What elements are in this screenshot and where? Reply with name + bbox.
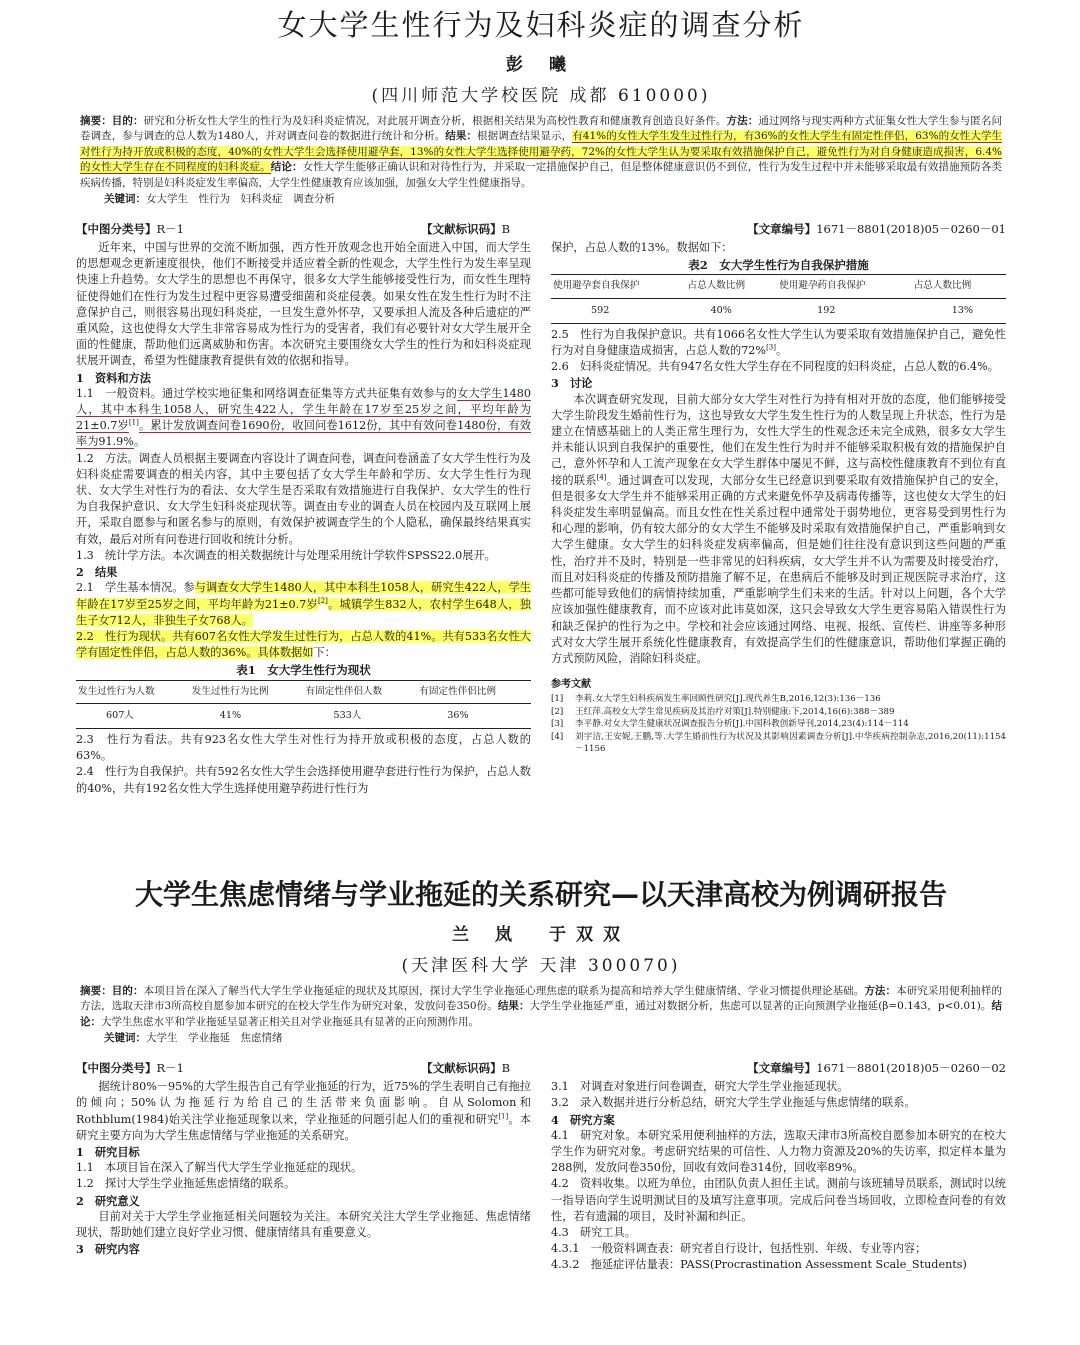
document-code: 【文献标识码】B bbox=[421, 222, 511, 237]
reference-item: [1] 李莉.女大学生妇科疾病发生率回顾性研究[J].现代养生B,2016,12(3):136－136 bbox=[551, 694, 881, 705]
table-cell: 41% bbox=[219, 709, 242, 721]
section-1-2: 1.2 探讨大学生学业拖延焦虑情绪的联系。 bbox=[76, 1177, 296, 1191]
article-1 bbox=[76, 6, 1006, 852]
article-2-title: 大学生焦虑情绪与学业拖延的关系研究—以天津高校为例调研报告 bbox=[134, 878, 947, 911]
article-2-meta bbox=[76, 1060, 1006, 1076]
article-2-left-column bbox=[76, 1079, 531, 1273]
section-heading: 4 研究方案 bbox=[551, 1112, 615, 1127]
table-1 bbox=[76, 680, 531, 729]
conclusion-label: 结论： bbox=[270, 161, 303, 174]
classification-number: 【中图分类号】R－1 bbox=[76, 1061, 184, 1076]
table-cell: 533人 bbox=[333, 709, 362, 721]
article-2-author: 兰 岚 于双双 bbox=[452, 925, 630, 945]
underlined-questionnaire-info: 。累计发放调查问卷1690份，收回问卷1612份，其中有效问卷1480份，有效率为91.9% bbox=[76, 419, 531, 449]
article-number: 【文章编号】1671－8801(2018)05－0260－01 bbox=[747, 222, 1006, 237]
section-heading: 2 研究意义 bbox=[76, 1193, 140, 1208]
section-heading: 1 资料和方法 bbox=[76, 370, 151, 385]
table-2 bbox=[551, 274, 1006, 323]
table-cell: 607人 bbox=[106, 709, 134, 721]
document-code: 【文献标识码】B bbox=[421, 1061, 511, 1076]
section-heading: 1 研究目标 bbox=[76, 1145, 140, 1160]
keywords-text: 女大学生 性行为 妇科炎症 调查分析 bbox=[146, 193, 335, 206]
keywords-label: 关键词： bbox=[104, 193, 146, 206]
result-label: 结果： bbox=[445, 130, 478, 143]
section-2-4-continued: 保护，占总人数的13%。数据如下： bbox=[551, 241, 733, 255]
section-heading: 3 研究内容 bbox=[76, 1242, 140, 1257]
section-2-4: 2.4 性行为自我保护。共有592名女性大学生会选择使用避孕套进行性行为保护，占总人数的40%，共有192名女性大学生选择使用避孕药进行性行为 bbox=[76, 765, 531, 795]
table-cell: 13% bbox=[951, 304, 974, 316]
section-2-1: 2.1 学生基本情况。参与调查女大学生1480人，其中本科生1058人，研究生422人，学生年龄在17岁至25岁之间，平均年龄为21±0.7岁[2]。城镇学生832人，农村学生648人，独生子女712人，非独生子女768人。 bbox=[76, 581, 531, 627]
section-4-3: 4.3 研究工具。 bbox=[551, 1226, 636, 1240]
reference-item: [3] 李平静.对女大学生健康状况调查报告分析[J].中国科教创新导刊,2014,23(4):114－114 bbox=[551, 719, 909, 730]
section-4-2: 4.2 资料收集。以班为单位，由团队负责人担任主试。测前与该班辅导员联系，测试时以统一指导语向学生说明测试目的及填写注意事项。完成后问卷当场回收，立即检查问卷的有效性，若有遗漏的项目，及时补漏和纠正。 bbox=[551, 1177, 1006, 1223]
article-1-keywords bbox=[76, 192, 1006, 207]
article-1-author: 彭 曦 bbox=[506, 55, 576, 75]
abstract-method: 本研究采用便利抽样的方法，选取天津市3所高校自愿参加本研究的在校大学生作为研究对象，发放问卷350份。 bbox=[80, 985, 1002, 1013]
discussion-paragraph: 本次调查研究发现，目前大部分女大学生对性行为持有相对开放的态度，他们能够接受大学生阶段发生婚前性行为，这也导致女大学生发生性行为的人数呈现上升状态，性行为是建立在情感基础上的人类正常生理行为，女性大学生的性观念还未完全成熟，很多女大学生并未能认识到自我保护的重要性，他们在发生性行为时并不能够采取积极有效的措施保护自己，意外怀孕和人工流产现象在女大学生群体中屡见不鲜，这与高校性健康教育不到位有直接的联系[4]。通过调查可以发现，大部分女生已经意识到要采取有效措施保护自己的安全，但是很多女大学生并不能够采用正确的方式来避免怀孕及病毒传播等，这也使女大学生的妇科炎症发生率明显偏高。而且女性在性关系过程中通常处于弱势地位，更容易受到男性行为和心理的影响，仍有较大部分的女大学生不能够及时采取有效措施保护自己，严重影响到女大学生健康。女大学生的妇科炎症发病率偏高，但是她们往往没有意识到这些问题的严重性，治疗并不及时，特别是一些非常见的妇科疾病，女大学生并不认为需要及时接受治疗，而且对妇科炎症的传播及预防措施了解不足，在患病后不能够及时到正规医院寻求治疗，这些都可能导致他们的病情持续加重，严重影响学生们未来的生活。针对以上问题，各个大学应该加强性健康教育，而不应该对此讳莫如深，这只会导致女大学生更容易陷入错误性行为和缺乏保护的性行为之中。学校和社会应该通过网络、电视、报纸、宣传栏、讲座等多种形式对女大学生展开系统化性健康教育，有效提高学生们的性健康意识，帮助他们掌握正确的方式预防风险，消除妇科炎症。 bbox=[551, 392, 1006, 665]
article-1-abstract bbox=[76, 114, 1006, 191]
article-1-meta bbox=[76, 221, 1006, 237]
section-2-2: 2.2 性行为现状。共有607名女性大学发生过性行为，占总人数的41%。共有533名女性大学有固定性伴侣，占总人数的36%。具体数据如下： bbox=[76, 629, 531, 660]
intro-paragraph: 据统计80%－95%的大学生报告自己有学业拖延的行为，近75%的学生表明自己有拖拉的倾向；50%认为拖延行为给自己的生活带来负面影响。自从Solomon和Rothblum(1984)始关注学业拖延现象以来，学业拖延的问题引起人们的重视和研究[1]。本研究主要方向为大学生焦虑情绪与学业拖延的关系研究。 bbox=[76, 1080, 531, 1142]
article-1-affiliation: (四川师范大学校医院 成都 610000) bbox=[371, 86, 711, 106]
section-2-5: 2.5 性行为自我保护意识。共有1066名女性大学生认为要采取有效措施保护自己，避免性行为对自身健康造成损害，占总人数的72%[3]。 bbox=[551, 327, 1006, 358]
section-3-1: 3.1 对调查对象进行问卷调查，研究大学生学业拖延现状。 bbox=[551, 1080, 849, 1094]
table-cell: 192 bbox=[817, 304, 836, 316]
article-1-right-column bbox=[551, 240, 1006, 797]
article-2-keywords: 关键词：大学生 学业拖延 焦虑情绪 bbox=[104, 1032, 283, 1045]
table-2-caption: 表2 女大学生性行为自我保护措施 bbox=[688, 258, 869, 273]
section-heading: 3 讨论 bbox=[551, 376, 593, 391]
article-1-title: 女大学生性行为及妇科炎症的调查分析 bbox=[277, 8, 805, 42]
table-header: 占总人数比例 bbox=[912, 275, 1006, 298]
table-row bbox=[76, 703, 531, 728]
table-header: 有固定性伴侣比例 bbox=[417, 680, 531, 703]
section-4-3-2: 4.3.2 拖延症评估量表：PASS(Procrastination Assessment Scale_Students) bbox=[551, 1258, 967, 1272]
section-2-3: 2.3 性行为看法。共有923名女性大学生对性行为持开放或积极的态度，占总人数的63%。 bbox=[76, 732, 531, 763]
abstract-conclusion: 大学生焦虑水平和学业拖延呈显著正相关且对学业拖延具有显著的正向预测作用。 bbox=[101, 1015, 479, 1028]
underlined-sample-info: 女大学生1480人，其中本科生1058人，研究生422人，学生年龄在17岁至25岁之间，平均年龄为21±0.7岁 bbox=[76, 386, 531, 433]
article-2 bbox=[76, 876, 1006, 1336]
table-header: 占总人数比例 bbox=[686, 275, 778, 298]
section-1-2: 1.2 方法。调查人员根据主要调查内容设计了调查问卷，调查问卷涵盖了女大学生性行为及妇科炎症需要调查的相关内容，其中主要包括了女大学生年龄和学历、女大学生性行为现状、女大学生对性行为的看法、女大学生是否采取有效措施进行自我保护、女大学生的性行为自我保护意识、女大学生妇科炎症现状等。调查由专业的调查人员在校园内及互联网上展开，采取自愿参与和匿名参与的原则，有效保护被调查学生的个人隐私，确保最终结果真实有效，最后对所有问卷进行回收和统计分析。 bbox=[76, 451, 531, 546]
abstract-goal: 本项目旨在深入了解当代大学生学业拖延症的现状及其原因，探讨大学生学业拖延心理焦虑的联系为提高和培养大学生健康情绪、学业习惯提供理论基础。 bbox=[143, 985, 865, 997]
section-heading: 2 结果 bbox=[76, 565, 118, 580]
abstract-result: 大学生学业拖延严重，通过对数据分析，焦虑可以显著的正向预测学业拖延(β=0.143，p<0.01)。 bbox=[529, 1000, 992, 1013]
intro-paragraph: 近年来，中国与世界的交流不断加强，西方性开放观念也开始全面进入中国，而大学生的思想观念更新速度很快，他们不断接受并适应着全新的性观念，大学生性行为发生率呈现快速上升趋势。女大学生的思想也不再保守，很多女大学生能够接受性行为，而女性生理特征使得她们在性行为发生过程中更容易遭受细菌和炎症侵袭。如果女性在发生性行为时不注意保护自己，则很容易出现妇科炎症，一旦发生意外怀孕，又要承担人流及各种后遗症的严重风险，这也使得女大学生非常容易成为性行为的受害者，我们有必要针对女大学生展开全面的性健康，帮助他们远离威胁和伤害。本次研究主要围绕女大学生的性行为和妇科炎症现状展开调查，希望为性健康教育提供有效的依据和指导。 bbox=[76, 241, 531, 368]
article-number: 【文章编号】1671－8801(2018)05－0260－02 bbox=[747, 1061, 1006, 1076]
abstract-goal: 研究和分析女性大学生的性行为及妇科炎症情况，对此展开调查分析，根据相关结果为高校性教育和健康教育创造良好条件。 bbox=[143, 115, 727, 127]
abstract-method: 通过网络与现实两种方式征集女性大学生参与匿名问卷调查，参与调查的总人数为1480人，并对调查问卷的数据进行统计和分析。 bbox=[80, 115, 1003, 143]
table-cell: 36% bbox=[447, 709, 469, 721]
highlighted-sexual-behavior: 2.2 性行为现状。共有607名女性大学发生过性行为，占总人数的41%。共有533名女性大学有固定性伴侣，占总人数的36%。具体数据如 bbox=[76, 629, 531, 660]
references-list bbox=[551, 693, 1006, 755]
section-1-1: 1.1 一般资料。通过学校实地征集和网络调查征集等方式共征集有效参与的女大学生1480人，其中本科生1058人，研究生422人，学生年龄在17岁至25岁之间，平均年龄为21±0.7岁[1]。累计发放调查问卷1690份，收回问卷1612份，其中有效问卷1480份，有效率为91.9%。 bbox=[76, 386, 531, 449]
section-1-3: 1.3 统计学方法。本次调查的相关数据统计与处理采用统计学软件SPSS22.0展开。 bbox=[76, 548, 496, 562]
abstract-label: 摘要： bbox=[80, 115, 112, 127]
section-4-1: 4.1 研究对象。本研究采用便利抽样的方法，选取天津市3所高校自愿参加本研究的在校大学生作为研究对象。考虑研究结果的可信性、人力物力资源及20%的失访率，拟定样本量为288例，发放问卷350份，回收有效问卷314份，回收率89%。 bbox=[551, 1128, 1006, 1175]
goal-label: 目的： bbox=[111, 115, 144, 127]
article-2-abstract: 摘要：目的：本项目旨在深入了解当代大学生学业拖延症的现状及其原因，探讨大学生学业拖延心理焦虑的联系为提高和培养大学生健康情绪、学业习惯提供理论基础。方法：本研究采用便利抽样的方法，选取天津市3所高校自愿参加本研究的在校大学生作为研究对象，发放问卷350份。结果：大学生学业拖延严重，通过对数据分析，焦虑可以显著的正向预测学业拖延(β=0.143，p<0.01)。结论：大学生焦虑水平和学业拖延呈显著正相关且对学业拖延具有显著的正向预测作用。 bbox=[80, 985, 1002, 1028]
abstract-conclusion: 女性大学生能够正确认识和对待性行为，并采取一定措施保护自己，但是整体健康意识仍不到位，性行为发生过程中并未能够采取最有效措施预防各类疾病传播，特别是妇科炎症发生率偏高，大学生性健康教育应该加强，加强女大学生性健康指导。 bbox=[80, 161, 1002, 189]
highlighted-basic-info: 与调查女大学生1480人，其中本科生1058人，研究生422人，学生年龄在17岁至25岁之间，平均年龄为21±0.7岁 bbox=[76, 581, 531, 611]
table-header: 使用避孕药自我保护 bbox=[777, 275, 912, 298]
table-row bbox=[551, 298, 1006, 323]
table-header: 使用避孕套自我保护 bbox=[551, 275, 686, 298]
table-header: 有固定性伴侣人数 bbox=[304, 680, 418, 703]
section-3-2: 3.2 录入数据并进行分析总结，研究大学生学业拖延与焦虑情绪的联系。 bbox=[551, 1096, 916, 1110]
method-label: 方法： bbox=[726, 115, 759, 127]
section-2-text: 目前对关于大学生学业拖延相关问题较为关注。本研究关注大学生学业拖延、焦虑情绪现状，帮助她们建立良好学业习惯、健康情绪具有重要意义。 bbox=[76, 1209, 531, 1240]
abstract-result-highlight: 有41%的女性大学生发生过性行为，有36%的女性大学生有固定性伴侣，63%的女性大学生对性行为持开放或积极的态度，40%的女性大学生会选择使用避孕套，13%的女性大学生选择使用避孕药，72%的女性大学生认为要采取有效措施保护自己，避免性行为对自身健康造成损害，6.4%的女性大学生存在不同程度的妇科炎症。 bbox=[80, 130, 1003, 174]
table-1-caption: 表1 女大学生性行为现状 bbox=[236, 663, 371, 678]
table-cell: 40% bbox=[710, 304, 732, 316]
section-2-6: 2.6 妇科炎症情况。共有947名女性大学生存在不同程度的妇科炎症，占总人数的6.4%。 bbox=[551, 360, 999, 374]
reference-item: [4] 刘宇洁,王安妮,王鹏,等.大学生婚前性行为状况及其影响因素调查分析[J].中华疾病控制杂志,2016,20(11):1154－1156 bbox=[551, 731, 1006, 754]
classification-number: 【中图分类号】R－1 bbox=[76, 222, 184, 237]
section-1-1: 1.1 本项目旨在深入了解当代大学生学业拖延症的现状。 bbox=[76, 1161, 363, 1175]
table-header: 发生过性行为比例 bbox=[190, 680, 304, 703]
reference-item: [2] 王红萍.高校女大学生常见疾病及其治疗对策[J].特别健康:下,2014,16(6):388－389 bbox=[551, 706, 895, 717]
table-header: 发生过性行为人数 bbox=[76, 680, 190, 703]
table-cell: 592 bbox=[591, 304, 610, 316]
section-4-3-1: 4.3.1 一般资料调查表：研究者自行设计，包括性别、年级、专业等内容； bbox=[551, 1242, 927, 1256]
article-1-left-column bbox=[76, 240, 531, 797]
abstract-result: 根据调查结果显示， bbox=[477, 130, 573, 143]
article-2-right-column bbox=[551, 1079, 1006, 1273]
article-2-affiliation: (天津医科大学 天津 300070) bbox=[401, 956, 681, 976]
references-heading: 参考文献 bbox=[551, 679, 591, 691]
